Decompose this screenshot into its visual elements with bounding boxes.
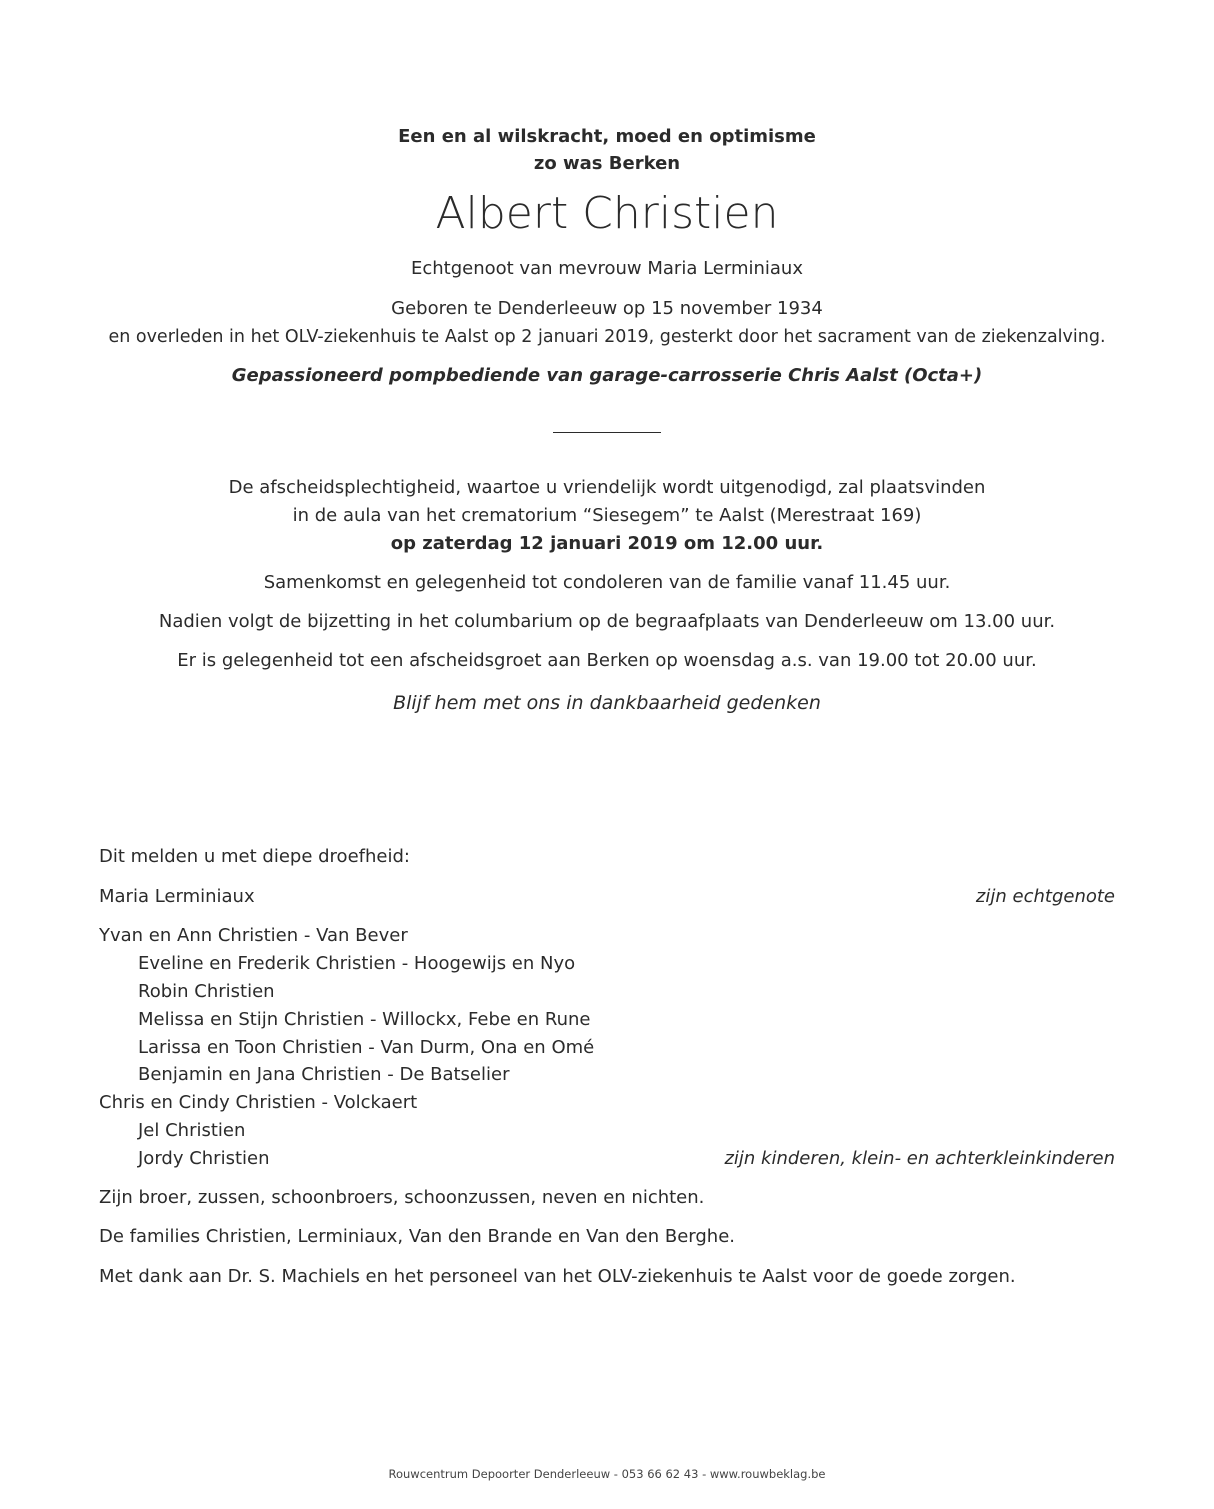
death-line: en overleden in het OLV-ziekenhuis te Aalst op 2 januari 2019, gesterkt door het sacrament van de ziekenzalving. [108,327,1106,347]
farewell-line: Er is gelegenheid tot een afscheidsgroet aan Berken op woensdag a.s. van 19.00 tot 20.00 uur. [177,650,1037,671]
footer-text: Rouwcentrum Depoorter Denderleeuw - 053 66 62 43 - www.rouwbeklag.be [388,1467,826,1481]
family-member: Yvan en Ann Christien - Van Bever [99,925,408,946]
motto-line-2: zo was Berken [533,153,681,174]
motto-line-1: Een en al wilskracht, moed en optimisme [398,126,816,147]
spouse-name: Maria Lerminiaux [99,886,255,907]
ceremony-line-2: in de aula van het crematorium “Siesegem” te Aalst (Merestraat 169) [292,505,922,526]
family-member: Jel Christien [138,1120,246,1141]
ceremony-line-1: De afscheidsplechtigheid, waartoe u vriendelijk wordt uitgenodigd, zal plaatsvinden [228,477,986,498]
closing-line: Blijf hem met ons in dankbaarheid gedenken [393,692,821,714]
family-member: Chris en Cindy Christien - Volckaert [99,1092,418,1113]
ceremony-date: op zaterdag 12 januari 2019 om 12.00 uur. [390,533,824,554]
family-member: Melissa en Stijn Christien - Willockx, Febe en Rune [138,1009,591,1030]
gathering-line: Samenkomst en gelegenheid tot condoleren van de familie vanaf 11.45 uur. [263,572,951,593]
burial-line: Nadien volgt de bijzetting in het columbarium op de begraafplaats van Denderleeuw om 13.00 uur. [158,611,1056,632]
families-line: De families Christien, Lerminiaux, Van den Brande en Van den Berghe. [99,1226,735,1247]
divider [553,432,661,433]
spouse-line: Echtgenoot van mevrouw Maria Lerminiaux [410,258,803,279]
occupation-line: Gepassioneerd pompbediende van garage-carrosserie Chris Aalst (Octa+) [231,365,983,386]
thanks-line: Met dank aan Dr. S. Machiels en het personeel van het OLV-ziekenhuis te Aalst voor de goede zorgen. [99,1266,1016,1287]
children-role: zijn kinderen, klein- en achterkleinkinderen [724,1148,1115,1169]
family-member: Benjamin en Jana Christien - De Batselier [138,1064,510,1085]
spouse-role: zijn echtgenote [975,886,1115,907]
family-member: Larissa en Toon Christien - Van Durm, Ona en Omé [138,1037,595,1058]
family-member: Eveline en Frederik Christien - Hoogewijs en Nyo [138,953,576,974]
family-member: Robin Christien [138,981,275,1002]
family-member: Jordy Christien [138,1148,270,1169]
family-intro: Dit melden u met diepe droefheid: [99,846,410,867]
deceased-name: Albert Christien [435,188,779,239]
birth-line: Geboren te Denderleeuw op 15 november 1934 [391,298,823,319]
siblings-line: Zijn broer, zussen, schoonbroers, schoonzussen, neven en nichten. [99,1187,705,1208]
